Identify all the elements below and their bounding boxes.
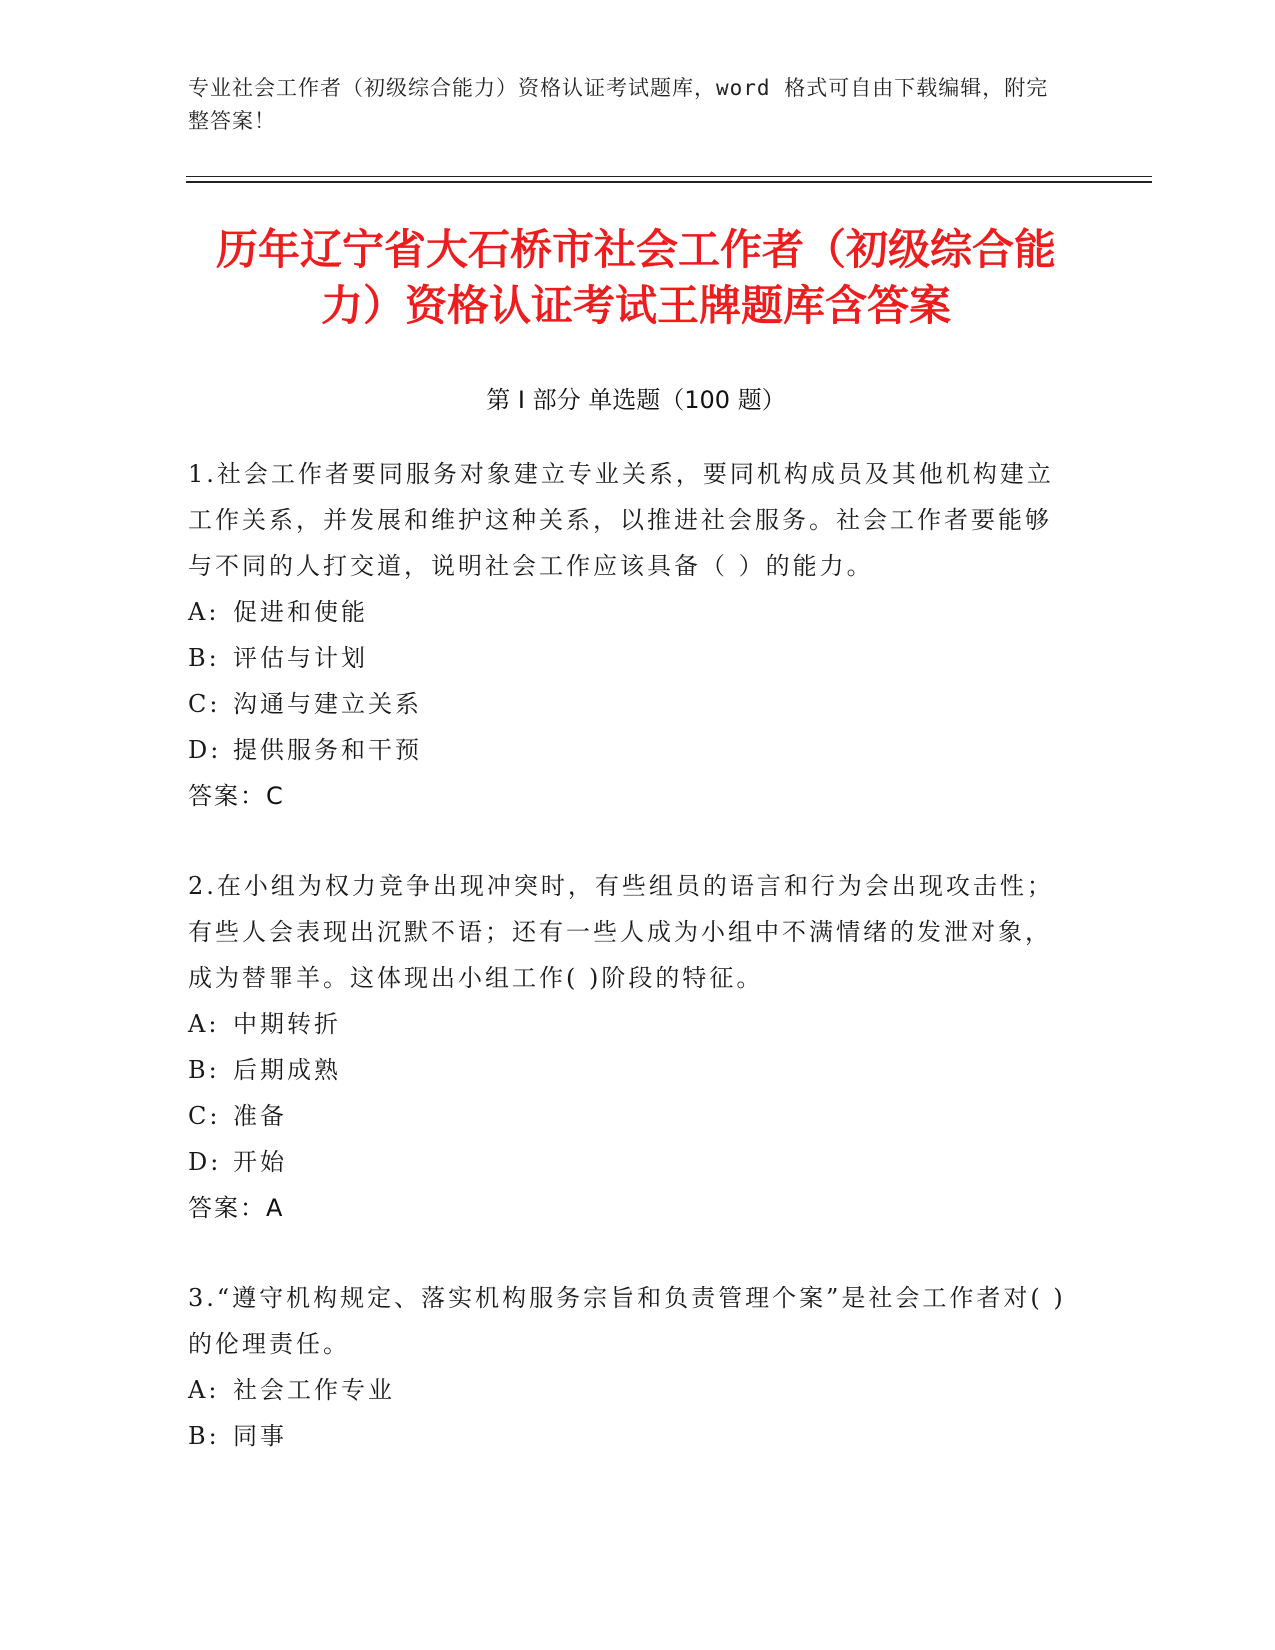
question-1 <box>188 451 1068 819</box>
option-letter: C: <box>188 1102 221 1130</box>
option-text: 中期转折 <box>233 1010 341 1038</box>
option-letter: A: <box>188 1010 220 1038</box>
option-letter: C: <box>188 690 221 718</box>
option-letter: D: <box>188 1148 222 1176</box>
question-stem: 1.社会工作者要同服务对象建立专业关系，要同机构成员及其他机构建立工作关系，并发展和维护这种关系，以推进社会服务。社会工作者要能够与不同的人打交道，说明社会工作应该具备（ ）的能力。 <box>188 460 1054 580</box>
option-c <box>188 681 1068 727</box>
option-b <box>188 1413 1068 1459</box>
answer-label: 答案： <box>188 782 266 810</box>
option-b <box>188 635 1068 681</box>
header-rule-thick <box>186 181 1152 183</box>
option-b <box>188 1047 1068 1093</box>
option-d <box>188 1139 1068 1185</box>
answer-value: C <box>266 782 285 810</box>
option-text: 社会工作专业 <box>233 1376 395 1404</box>
option-letter: D: <box>188 736 222 764</box>
option-letter: B: <box>188 644 220 672</box>
option-text: 同事 <box>233 1422 287 1450</box>
option-text: 评估与计划 <box>233 644 368 672</box>
question-2 <box>188 863 1068 1231</box>
section-title: 第 I 部分 单选题（100 题） <box>486 386 786 414</box>
document-title: 历年辽宁省大石桥市社会工作者（初级综合能力）资格认证考试王牌题库含答案 <box>215 225 1056 330</box>
header-rule-thin <box>186 176 1152 177</box>
answer-value: A <box>266 1194 285 1222</box>
option-letter: B: <box>188 1056 220 1084</box>
answer-line <box>188 1185 1068 1231</box>
option-text: 后期成熟 <box>233 1056 341 1084</box>
header-note: 专业社会工作者（初级综合能力）资格认证考试题库，word 格式可自由下载编辑，附完整答案！ <box>188 76 1049 133</box>
answer-line <box>188 773 1068 819</box>
option-text: 准备 <box>233 1102 287 1130</box>
option-d <box>188 727 1068 773</box>
option-c <box>188 1093 1068 1139</box>
option-text: 促进和使能 <box>233 598 368 626</box>
option-letter: A: <box>188 1376 220 1404</box>
option-text: 开始 <box>233 1148 287 1176</box>
question-stem: 3.“遵守机构规定、落实机构服务宗旨和负责管理个案”是社会工作者对( )的伦理责任。 <box>188 1284 1066 1358</box>
option-text: 沟通与建立关系 <box>233 690 422 718</box>
option-a <box>188 1367 1068 1413</box>
question-3 <box>188 1275 1068 1459</box>
option-text: 提供服务和干预 <box>233 736 422 764</box>
option-a <box>188 589 1068 635</box>
question-stem: 2.在小组为权力竞争出现冲突时，有些组员的语言和行为会出现攻击性；有些人会表现出沉默不语；还有一些人成为小组中不满情绪的发泄对象，成为替罪羊。这体现出小组工作( )阶段的特征。 <box>188 872 1054 992</box>
option-letter: A: <box>188 598 220 626</box>
answer-label: 答案： <box>188 1194 266 1222</box>
option-a <box>188 1001 1068 1047</box>
option-letter: B: <box>188 1422 220 1450</box>
